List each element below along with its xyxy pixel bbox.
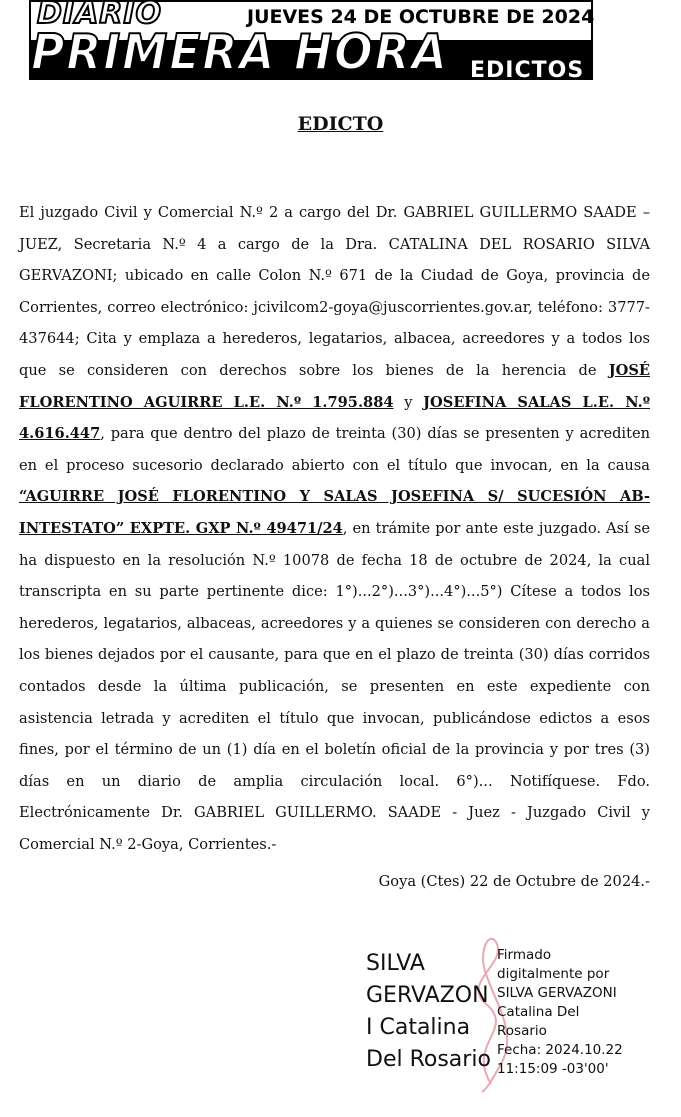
signer-name-line: Del Rosario xyxy=(366,1047,491,1072)
masthead-title: PRIMERA HORA xyxy=(31,24,449,81)
signature-detail-line: Catalina Del xyxy=(497,1004,580,1020)
masthead-section: EDICTOS xyxy=(470,58,585,83)
body-middle: , para que dentro del plazo de treinta (30) días se presenten y acrediten en el proceso sucesorio declarado abierto con el título que invocan, en la causa xyxy=(19,425,650,474)
deceased-name-1: JOSÉ FLORENTINO AGUIRRE L.E. N.º 1.795.884 xyxy=(19,361,650,411)
signer-name-line: I Catalina xyxy=(366,1015,471,1040)
signer-name-line: SILVA xyxy=(366,951,425,976)
body-and: y xyxy=(393,393,424,411)
deceased-name-2: JOSEFINA SALAS L.E. N.º 4.616.447 xyxy=(19,393,651,443)
signature-detail-line: 11:15:09 -03'00' xyxy=(497,1061,609,1077)
masthead xyxy=(29,0,595,83)
body-intro: El juzgado Civil y Comercial N.º 2 a cargo del Dr. GABRIEL GUILLERMO SAADE – JUEZ, Secretaria N.º 4 a cargo de la Dra. CATALINA DEL ROSARIO SILVA GERVAZONI; ubicado en calle Colon N.º 671 de la Ciudad de Goya, provincia de Corrientes, correo electrónico: jcivilcom2-goya@juscorrientes.gov.ar, teléfono: 3777-437644; Cita y emplaza a herederos, legatarios, albacea, acreedores y a todos los que se consideren con derechos sobre los bienes de la herencia de xyxy=(19,204,650,379)
signature-detail-line: SILVA GERVAZONI xyxy=(497,985,617,1001)
masthead-date: JUEVES 24 DE OCTUBRE DE 2024 xyxy=(247,6,595,28)
signer-name xyxy=(366,948,496,1076)
signature-details xyxy=(497,946,657,1079)
masthead-diario: DIARIO xyxy=(37,0,163,31)
case-title: “AGUIRRE JOSÉ FLORENTINO Y SALAS JOSEFINA S/ SUCESIÓN AB-INTESTATO” EXPTE. GXP N.º 49471/24 xyxy=(19,488,650,537)
edict-body xyxy=(19,197,650,860)
digital-signature xyxy=(366,948,666,1098)
signature-detail-line: digitalmente por xyxy=(497,966,610,982)
signature-detail-line: Rosario xyxy=(497,1023,547,1039)
signature-detail-line: Fecha: 2024.10.22 xyxy=(497,1042,623,1058)
signature-detail-line: Firmado xyxy=(497,947,552,963)
signer-name-line: GERVAZON xyxy=(366,983,489,1008)
body-resolution: , en trámite por ante este juzgado. Así se ha dispuesto en la resolución N.º 10078 de fecha 18 de octubre de 2024, la cual transcripta en su parte pertinente dice: 1°)...2°)...3°)...4°)...5°) Cítese a todos los herederos, legatarios, albaceas, acreedores y a quienes se consideren con derecho a los bienes dejados por el causante, para que en el plazo de treinta (30) días corridos contados desde la última publicación, se presenten en este expediente con asistencia letrada y acrediten el título que invocan, publicándose edictos a esos fines, por el término de un (1) día en el boletín oficial de la provincia y por tres (3) días en un diario de amplia circulación local. 6°)... Notifíquese. Fdo. Electrónicamente Dr. GABRIEL GUILLERMO. SAADE - Juez - Juzgado Civil y Comercial N.º 2-Goya, Corrientes.- xyxy=(19,519,650,853)
page-title: EDICTO xyxy=(297,113,384,135)
date-line: Goya (Ctes) 22 de Octubre de 2024.- xyxy=(378,873,650,890)
